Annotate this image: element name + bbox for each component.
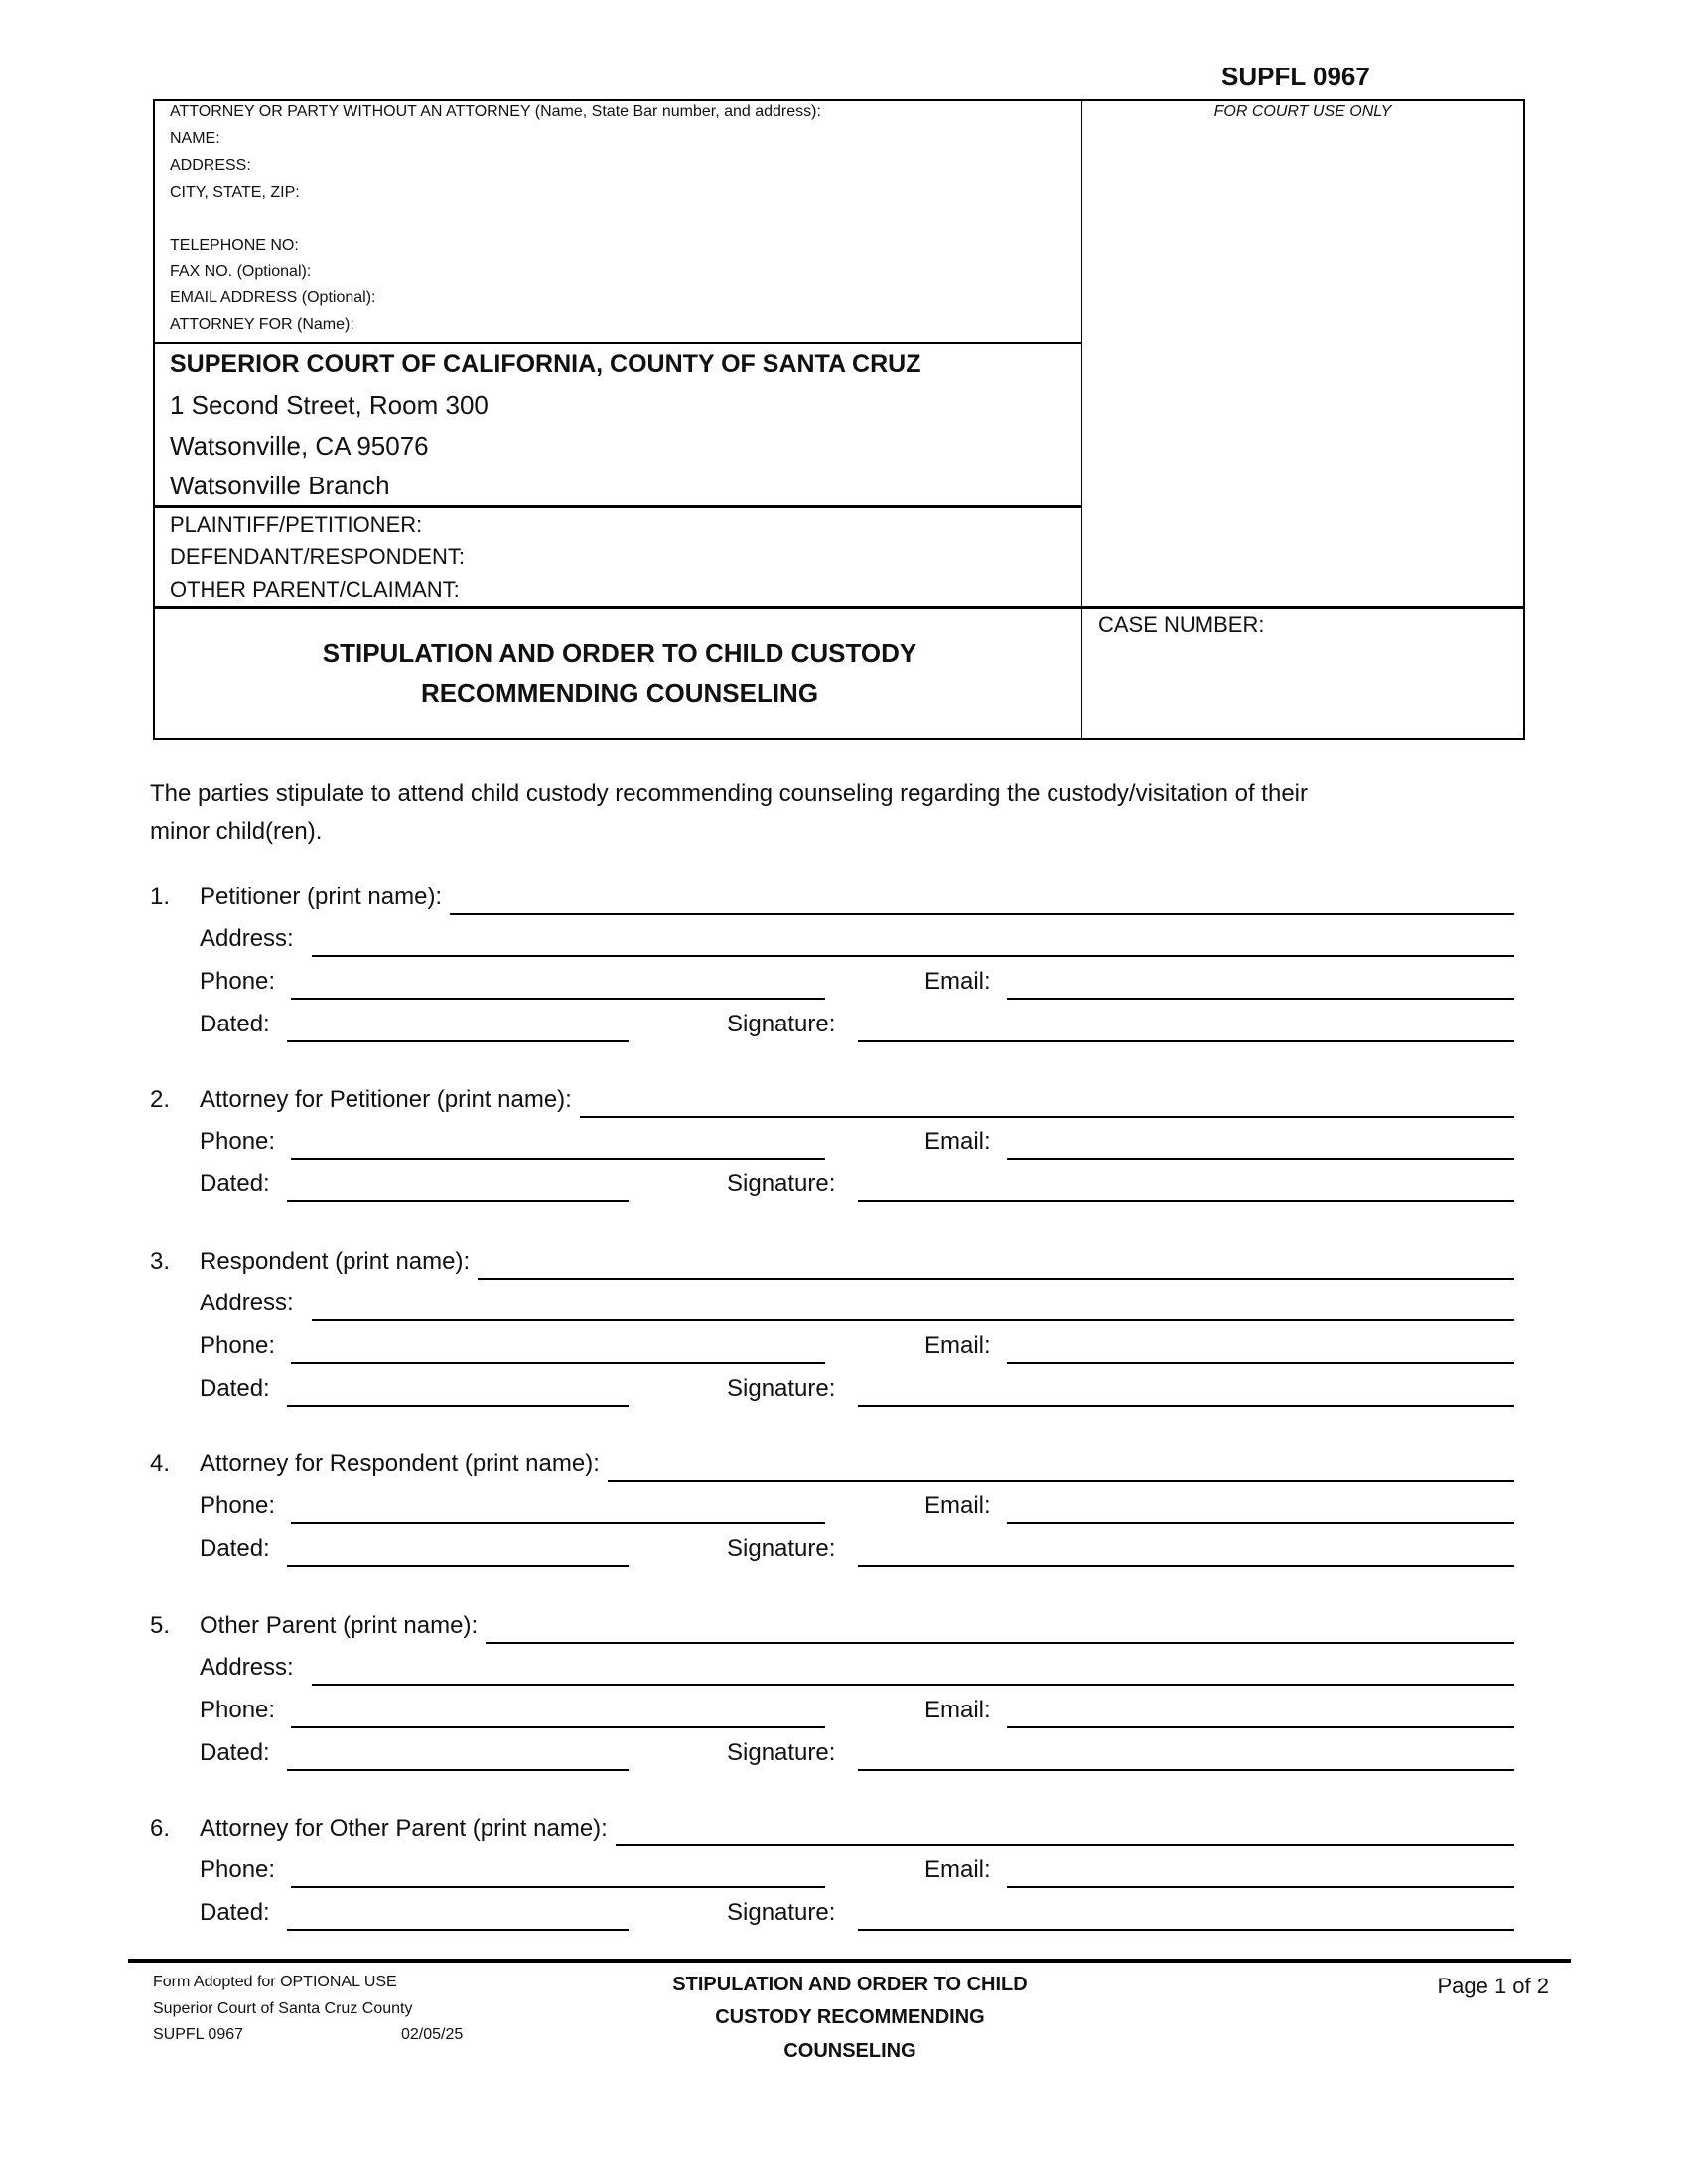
footer-title-3: COUNSELING: [783, 2040, 916, 2062]
signature-field[interactable]: [858, 1565, 1514, 1567]
address-label: Address:: [200, 1290, 294, 1316]
address-label: ADDRESS:: [170, 157, 251, 174]
name-label: Other Parent (print name):: [200, 1612, 479, 1639]
footer-title-1: STIPULATION AND ORDER TO CHILD: [672, 1974, 1028, 1995]
footer-adopted: Form Adopted for OPTIONAL USE: [153, 1974, 397, 1990]
name-label: Respondent (print name):: [200, 1248, 471, 1275]
dated-label: Dated:: [200, 1535, 270, 1562]
email-label: Email:: [924, 1128, 991, 1155]
plaintiff-label: PLAINTIFF/PETITIONER:: [170, 512, 423, 537]
divider: [153, 606, 1523, 609]
fax-label: FAX NO. (Optional):: [170, 263, 312, 280]
phone-field[interactable]: [291, 1522, 825, 1524]
intro-line-1: The parties stipulate to attend child custody recommending counseling regarding the custody/visitation of their: [150, 780, 1308, 807]
telephone-label: TELEPHONE NO:: [170, 237, 299, 254]
dated-label: Dated:: [200, 1011, 270, 1037]
dated-field[interactable]: [287, 1405, 629, 1407]
attorney-heading: ATTORNEY OR PARTY WITHOUT AN ATTORNEY (Name, State Bar number, and address):: [170, 103, 821, 120]
email-label: Email:: [924, 1332, 991, 1359]
name-label: Attorney for Respondent (print name):: [200, 1450, 600, 1477]
name-field[interactable]: [486, 1642, 1514, 1644]
email-field[interactable]: [1007, 1158, 1514, 1160]
phone-label: Phone:: [200, 1128, 276, 1155]
divider: [153, 505, 1082, 508]
phone-label: Phone:: [200, 1332, 276, 1359]
name-label: Petitioner (print name):: [200, 884, 443, 910]
footer-title-2: CUSTODY RECOMMENDING: [715, 2006, 985, 2028]
divider: [153, 342, 1082, 344]
dated-label: Dated:: [200, 1170, 270, 1197]
form-id: SUPFL 0967: [1221, 62, 1370, 91]
email-label: Email:: [924, 968, 991, 995]
signature-label: Signature:: [727, 1535, 836, 1562]
footer-date: 02/05/25: [401, 2026, 464, 2043]
attorney-for-label: ATTORNEY FOR (Name):: [170, 316, 354, 333]
name-field[interactable]: [616, 1844, 1514, 1846]
case-number-label: CASE NUMBER:: [1098, 613, 1265, 637]
signature-label: Signature:: [727, 1011, 836, 1037]
other-parent-label: OTHER PARENT/CLAIMANT:: [170, 577, 460, 602]
item-number: 1.: [150, 884, 171, 910]
defendant-label: DEFENDANT/RESPONDENT:: [170, 544, 466, 569]
name-field[interactable]: [450, 913, 1514, 915]
dated-label: Dated:: [200, 1899, 270, 1926]
address-label: Address:: [200, 1654, 294, 1681]
phone-label: Phone:: [200, 1492, 276, 1519]
dated-field[interactable]: [287, 1565, 629, 1567]
court-street: 1 Second Street, Room 300: [170, 390, 489, 420]
phone-field[interactable]: [291, 998, 825, 1000]
email-label: EMAIL ADDRESS (Optional):: [170, 289, 376, 306]
signature-label: Signature:: [727, 1170, 836, 1197]
court-name: SUPERIOR COURT OF CALIFORNIA, COUNTY OF SANTA CRUZ: [170, 350, 921, 378]
email-label: Email:: [924, 1856, 991, 1883]
phone-label: Phone:: [200, 968, 276, 995]
name-field[interactable]: [478, 1278, 1514, 1280]
item-number: 4.: [150, 1450, 171, 1477]
dated-field[interactable]: [287, 1929, 629, 1931]
signature-field[interactable]: [858, 1769, 1514, 1771]
court-use-label: FOR COURT USE ONLY: [1213, 103, 1392, 120]
email-field[interactable]: [1007, 1522, 1514, 1524]
email-field[interactable]: [1007, 998, 1514, 1000]
item-number: 6.: [150, 1815, 171, 1842]
name-label: Attorney for Petitioner (print name):: [200, 1086, 572, 1113]
signature-label: Signature:: [727, 1739, 836, 1766]
name-field[interactable]: [608, 1480, 1514, 1482]
page-number: Page 1 of 2: [1437, 1974, 1549, 1998]
address-label: Address:: [200, 925, 294, 952]
item-number: 3.: [150, 1248, 171, 1275]
address-field[interactable]: [312, 1684, 1514, 1686]
address-field[interactable]: [312, 1319, 1514, 1321]
name-field[interactable]: [580, 1116, 1514, 1118]
phone-field[interactable]: [291, 1158, 825, 1160]
email-label: Email:: [924, 1697, 991, 1723]
dated-label: Dated:: [200, 1375, 270, 1402]
email-field[interactable]: [1007, 1362, 1514, 1364]
phone-field[interactable]: [291, 1886, 825, 1888]
name-label: Attorney for Other Parent (print name):: [200, 1815, 608, 1842]
footer-court: Superior Court of Santa Cruz County: [153, 2000, 413, 2017]
footer-rule: [128, 1959, 1571, 1963]
email-label: Email:: [924, 1492, 991, 1519]
signature-field[interactable]: [858, 1405, 1514, 1407]
phone-field[interactable]: [291, 1362, 825, 1364]
dated-label: Dated:: [200, 1739, 270, 1766]
phone-label: Phone:: [200, 1856, 276, 1883]
address-field[interactable]: [312, 955, 1514, 957]
phone-label: Phone:: [200, 1697, 276, 1723]
item-number: 2.: [150, 1086, 171, 1113]
signature-field[interactable]: [858, 1929, 1514, 1931]
phone-field[interactable]: [291, 1726, 825, 1728]
form-title-line-2: RECOMMENDING COUNSELING: [420, 678, 819, 708]
footer-form-id: SUPFL 0967: [153, 2026, 244, 2043]
court-city: Watsonville, CA 95076: [170, 431, 429, 461]
intro-line-2: minor child(ren).: [150, 818, 323, 845]
dated-field[interactable]: [287, 1769, 629, 1771]
dated-field[interactable]: [287, 1040, 629, 1042]
signature-field[interactable]: [858, 1040, 1514, 1042]
dated-field[interactable]: [287, 1200, 629, 1202]
court-branch: Watsonville Branch: [170, 471, 390, 500]
signature-label: Signature:: [727, 1899, 836, 1926]
email-field[interactable]: [1007, 1886, 1514, 1888]
signature-field[interactable]: [858, 1200, 1514, 1202]
email-field[interactable]: [1007, 1726, 1514, 1728]
signature-label: Signature:: [727, 1375, 836, 1402]
form-title-line-1: STIPULATION AND ORDER TO CHILD CUSTODY: [322, 638, 917, 668]
name-label: NAME:: [170, 130, 220, 147]
item-number: 5.: [150, 1612, 171, 1639]
city-label: CITY, STATE, ZIP:: [170, 184, 300, 201]
